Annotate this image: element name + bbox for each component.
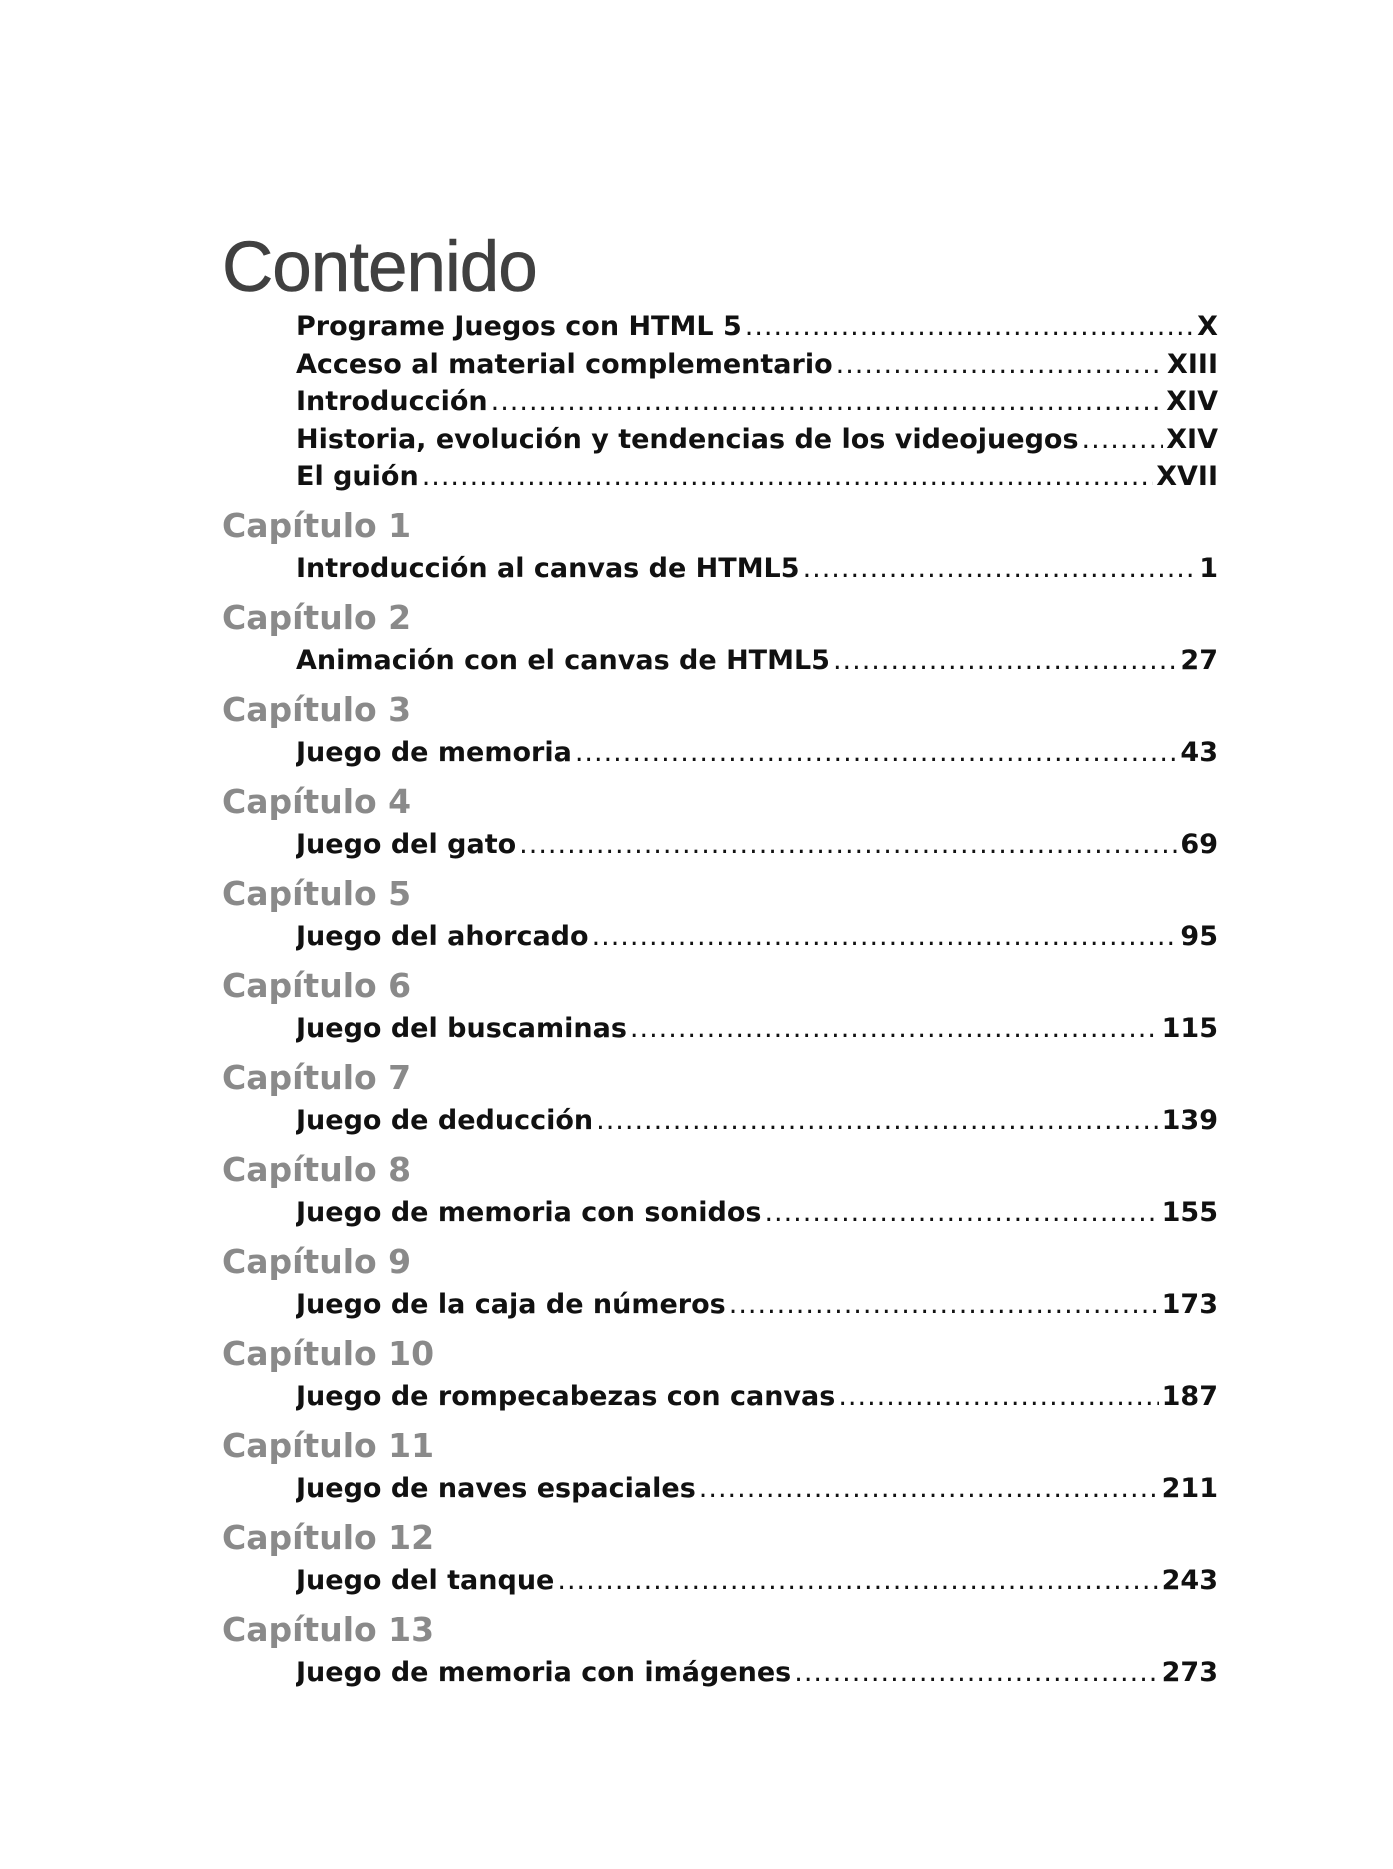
toc-entry[interactable] [296,458,1218,496]
toc-entry-label: Juego del gato [296,828,517,860]
chapter-12 [222,1516,1218,1600]
toc-entry-page: 211 [1161,1472,1218,1504]
toc-entry-page: 187 [1161,1380,1218,1412]
toc-entry-page: XVII [1156,461,1218,492]
toc-entry[interactable] [296,1654,1218,1692]
chapter-heading: Capítulo 13 [222,1609,435,1649]
toc-entry-label: Juego de rompecabezas con canvas [296,1380,836,1412]
toc-entry-label: Historia, evolución y tendencias de los videojuegos [296,423,1079,455]
toc-entry[interactable] [296,1194,1218,1232]
chapter-4 [222,780,1218,864]
toc-entry[interactable] [296,308,1218,346]
chapter-heading: Capítulo 5 [222,873,412,913]
chapter-heading: Capítulo 1 [222,505,412,545]
toc-entry-label: Juego de la caja de números [296,1288,726,1320]
dot-leader [764,1194,1158,1232]
dot-leader [1082,421,1164,459]
chapter-3 [222,688,1218,772]
toc-entry-label: Juego de naves espaciales [296,1472,696,1504]
toc-entry[interactable] [296,550,1218,588]
chapter-5 [222,872,1218,956]
toc-entry-page: 243 [1161,1564,1218,1596]
chapter-8 [222,1148,1218,1232]
chapter-heading: Capítulo 3 [222,689,412,729]
toc-entry[interactable] [296,1378,1218,1416]
chapter-heading: Capítulo 11 [222,1425,435,1465]
table-of-contents [222,228,1218,1695]
chapter-9 [222,1240,1218,1324]
toc-entry-page: 95 [1180,920,1218,952]
toc-entry-label: Acceso al material complementario [296,348,833,380]
toc-entry-page: XIII [1167,348,1218,380]
toc-entry-page: XIV [1166,423,1218,455]
toc-entry-page: 27 [1180,644,1218,676]
toc-entry[interactable] [296,826,1218,864]
toc-entry[interactable] [296,1562,1218,1600]
toc-entry-label: Juego del buscaminas [296,1012,627,1044]
toc-entry-page: 115 [1161,1012,1218,1044]
dot-leader [833,642,1177,680]
chapter-7 [222,1056,1218,1140]
toc-entry[interactable] [296,421,1218,459]
toc-entry-label: Juego de memoria con imágenes [296,1656,792,1688]
chapter-heading: Capítulo 7 [222,1057,412,1097]
toc-entry-label: Programe Juegos con HTML 5 [296,311,742,342]
dot-leader [836,346,1164,384]
chapter-heading: Capítulo 2 [222,597,412,637]
dot-leader [519,826,1177,864]
dot-leader [575,734,1178,772]
toc-entry-label: Juego del ahorcado [296,920,589,952]
chapter-11 [222,1424,1218,1508]
dot-leader [699,1470,1159,1508]
toc-entry-page: 43 [1180,736,1218,768]
chapter-heading: Capítulo 4 [222,781,412,821]
toc-entry-page: 1 [1199,552,1218,584]
toc-entry-page: 155 [1161,1196,1218,1228]
toc-entry-page: X [1197,311,1218,342]
chapter-6 [222,964,1218,1048]
toc-entry[interactable] [296,383,1218,421]
toc-entry[interactable] [296,1470,1218,1508]
toc-entry[interactable] [296,1286,1218,1324]
chapter-10 [222,1332,1218,1416]
chapter-heading: Capítulo 9 [222,1241,412,1281]
toc-entry-label: Juego de memoria con sonidos [296,1196,762,1228]
dot-leader [838,1378,1158,1416]
dot-leader [794,1654,1158,1692]
chapter-1 [222,504,1218,588]
toc-entry-page: 173 [1161,1288,1218,1320]
toc-entry-label: Animación con el canvas de HTML5 [296,644,830,676]
toc-entry-page: XIV [1166,386,1218,417]
dot-leader [592,918,1178,956]
toc-entry-label: Juego de deducción [296,1104,594,1136]
dot-leader [729,1286,1159,1324]
toc-entry[interactable] [296,918,1218,956]
toc-entry-label: Introducción al canvas de HTML5 [296,552,800,584]
dot-leader [745,308,1194,346]
toc-entry[interactable] [296,734,1218,772]
dot-leader [557,1562,1158,1600]
dot-leader [422,458,1154,496]
chapter-heading: Capítulo 6 [222,965,412,1005]
front-matter-list [222,308,1218,496]
dot-leader [630,1010,1159,1048]
dot-leader [596,1102,1159,1140]
toc-entry-page: 139 [1161,1104,1218,1136]
toc-entry-label: Juego de memoria [296,736,572,768]
chapter-heading: Capítulo 8 [222,1149,412,1189]
toc-entry-page: 69 [1180,828,1218,860]
toc-entry-label: Juego del tanque [296,1564,555,1596]
dot-leader [491,383,1164,421]
toc-entry-label: Introducción [296,386,488,417]
chapter-heading: Capítulo 12 [222,1517,435,1557]
chapter-heading: Capítulo 10 [222,1333,435,1373]
toc-entry[interactable] [296,1010,1218,1048]
toc-entry[interactable] [296,1102,1218,1140]
toc-entry-page: 273 [1161,1656,1218,1688]
dot-leader [803,550,1197,588]
toc-entry-label: El guión [296,461,419,492]
chapter-2 [222,596,1218,680]
toc-entry[interactable] [296,642,1218,680]
page-title: Contenido [222,228,537,307]
chapter-13 [222,1608,1218,1692]
toc-entry[interactable] [296,346,1218,384]
